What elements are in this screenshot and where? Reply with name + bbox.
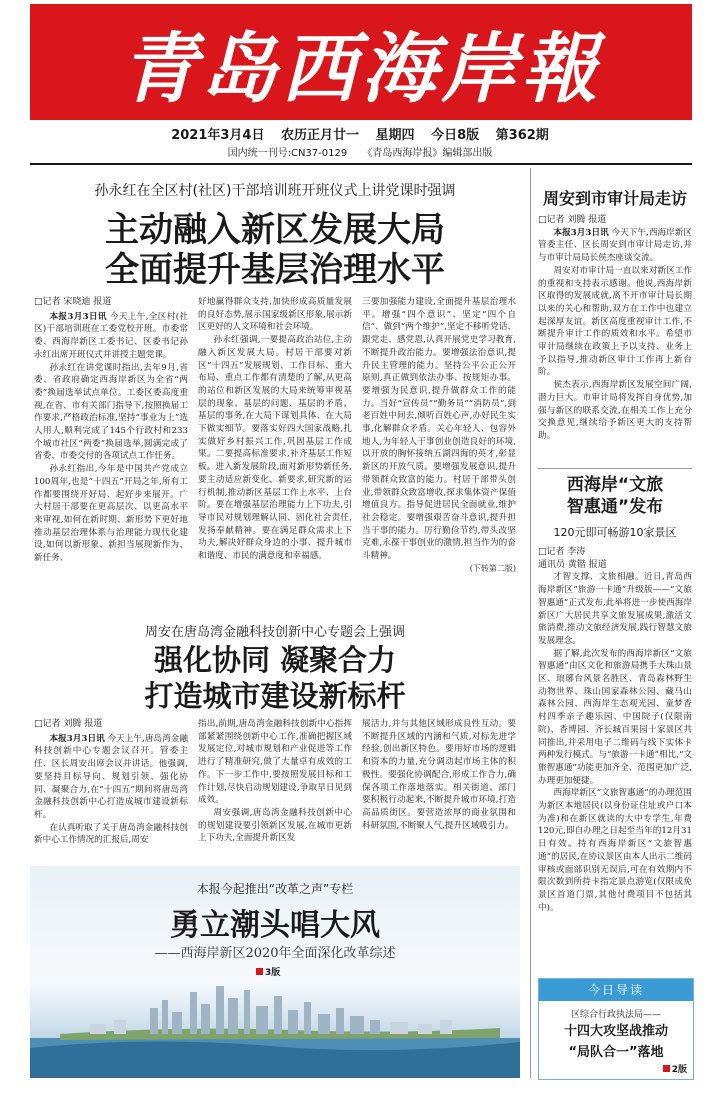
promo-title[interactable]: 勇立潮头唱大风 xyxy=(170,908,380,943)
paragraph: 本报3月3日讯 今天上午,唐岛湾金融科技创新中心专题会议召开。管委主任、区长周安出席会议并讲话。他强调,要坚持目标导向、规划引领、强化协同、凝聚合力,在“十四五”期间将唐岛湾金融科技创新中心打造成城市建设新标杆。 xyxy=(34,733,188,820)
right-story1-byline: □记者 刘腾 报道 xyxy=(538,215,607,225)
story1-col-3 xyxy=(362,296,516,612)
today-guide-box[interactable] xyxy=(538,978,694,1080)
paragraph: 本报3月3日讯 今天上午,全区村(社区)干部培训班在工委党校开班。市委常委、西海岸新区工委书记、区委书记孙永红出席开班仪式并讲授主题党课。 xyxy=(34,311,188,360)
dateline xyxy=(0,124,720,143)
paragraph: 才智支撑、文旅相融。近日,青岛西海岸新区“旅游一卡通”升级版——“文旅智惠通”正式发布,此举将进一步使西海岸新区广大居民共享文旅发展成果,激活文旅消费,推动文旅经济发展,践行智慧文旅发展理念。 xyxy=(538,572,692,646)
right-story2-body xyxy=(538,546,692,970)
story1-headline-1[interactable]: 主动融入新区发展大局 xyxy=(105,210,445,250)
story1-body xyxy=(34,296,516,612)
story2-col-2 xyxy=(198,718,352,862)
page-count: 今日8版 xyxy=(431,128,480,143)
story1-headline-2[interactable]: 全面提升基层治理水平 xyxy=(105,250,445,290)
today-guide-header: 今日导读 xyxy=(539,979,693,1001)
right-story2-headline-1[interactable]: 西海岸“文旅 xyxy=(566,475,664,495)
reform-promo-banner[interactable] xyxy=(30,866,520,1078)
column-divider xyxy=(530,168,531,1078)
paragraph: 好地赢得群众支持,加快形成高质量发展的良好态势,展示国家级新区形象,展示新区更好的人文环境和社会环境。 xyxy=(198,297,352,333)
story2-col-1 xyxy=(34,718,188,862)
paragraph: 孙永红指出,今年是中国共产党成立100周年,也是“十四五”开局之年,所有工作都要围绕开好局、起好步来展开。广大村居干部要在更高层次、以更高水平来审视,如何在新时期、新形势下更好地推动基层治理体系与治理能力现代化建设,如何以新形象、新担当展现新作为、新任务、 xyxy=(34,464,188,564)
masthead xyxy=(30,4,692,120)
story1-kicker: 孙永红在全区村(社区)干部培训班开班仪式上讲党课时强调 xyxy=(94,183,456,199)
promo-kicker: 本报今起推出“改革之声”专栏 xyxy=(196,882,354,896)
story1-byline: □记者 宋晓迪 报道 xyxy=(34,297,112,307)
today-guide-title-1[interactable]: 十四大攻坚战推动 xyxy=(563,1024,668,1039)
right-separator xyxy=(538,468,692,469)
red-square-icon xyxy=(663,1065,670,1072)
story2-col-3 xyxy=(362,718,516,862)
story2-body xyxy=(34,718,516,862)
right-story1-headline[interactable]: 周安到市审计局走访 xyxy=(542,189,687,208)
paragraph: 西海岸新区“文旅智惠通”的办理范围为新区本地居民(以身份证住址或户口本为准)和在新区就读的大中专学生,年费120元,即自办理之日起至当年的12月31日有效。持有西海岸新区“文旅智惠通”的居民,在协议景区由本人出示二维码审核或面部识别无误后,可在有效期内不限次数到所持卡指定景点游览(仅限成免景区首道门票,其他付费项目不包括其中)。 xyxy=(538,788,692,913)
paragraph: 本报3月3日讯 今天下午,西海岸新区管委主任、区长周安到市审计局走访,并与市审计局局长侯杰座谈交流。 xyxy=(538,227,692,264)
issue-info xyxy=(0,144,720,159)
paragraph: 孙永红在讲党课时指出,去年9月,省委、省政府确定西海岸新区为全省“两委”换届选举试点单位。工委区委高度重视,在省、市有关部门指导下,按照换届工作要求,严格政治标准,坚持“事业为上”选人用人,顺利完成了145个行政村和233个城市社区“两委”换届选举,圆满完成了省委、市委交付的各项试点工作任务。 xyxy=(34,362,188,462)
right-story2-subtitle: 120元即可畅游10家景区 xyxy=(553,526,677,539)
right-story1-body xyxy=(538,214,692,464)
lunar-date: 农历正月廿一 xyxy=(281,128,360,143)
story2-headline-1[interactable]: 强化协同 凝聚合力 xyxy=(153,643,397,677)
today-guide-kicker: 区综合行政执法局—— xyxy=(570,1010,661,1020)
paragraph: 在认真听取了关于唐岛湾金融科技创新中心工作情况的汇报后,周安 xyxy=(34,822,188,846)
masthead-title: 青岛西海岸報 xyxy=(121,23,601,113)
issue-number: 第362期 xyxy=(495,128,549,143)
paragraph: 指出,前期,唐岛湾金融科技创新中心指挥部紧紧围绕创新中心工作,准确把握区域发展定位,对城市规划和产业促进等工作进行了精准研究,做了大量卓有成效的工作。下一步工作中,要按照发展目标和工作计划,尽快启动规划建设,争取早日见到成效。 xyxy=(198,719,352,806)
paragraph: 展活力,并与其他区域形成良性互动。要不断提升区域的内涵和气质,对标先进学经验,创出新区特色。要用好市场的逻辑和资本的力量,充分调动起市场主体的积极性。要强化协调配合,形成工作合力,确保各项工作落地落实。相关街道、部门要积极行动起来,不断提升城市环境,打造高品质街区。要营造浓厚的商业氛围和科研氛围,不断聚人气,提升区域吸引力。 xyxy=(362,719,516,831)
top-divider xyxy=(30,163,692,165)
right-story2-headline-2[interactable]: 智惠通”发布 xyxy=(566,497,664,517)
story1-col-2 xyxy=(198,296,352,612)
city-skyline-image xyxy=(30,968,520,1078)
cn-number: 国内统一刊号:CN37-0129 xyxy=(227,148,348,159)
story1-col-1 xyxy=(34,296,188,612)
paragraph: 孙永红强调,一要提高政治站位,主动融入新区发展大局。村居干部要对新区“十四五”发展规划、工作目标、重大布局、重点工作都有清楚的了解,从更高的站位和新区发展的大局来统筹审视基层的现象、基层的问题、基层的矛盾、基层的事务,在大局下谋划具体、在大局下做实细节。要落实好四大国家战略,扎实做好乡村振兴工作,巩固基层工作成果。二要提高标准要求,补齐基层工作短板。进入新发展阶段,面对新形势新任务,要主动适应新变化、新要求,研究新的运行机制,推动新区基层工作上水平、上台阶。要在增强基层治理能力上下功夫,引导市民对规划理解认同、固化社会责任,发扬奉献精神。要在满足群众需求上下功夫,解决好群众身边的小事、提升城市和谐度、市民的满意度和幸福感。 xyxy=(198,335,352,562)
today-guide-title-2[interactable]: “局队合一”落地 xyxy=(568,1045,664,1060)
date: 2021年3月4日 xyxy=(171,128,265,143)
story2-headline-2[interactable]: 打造城市建设新标杆 xyxy=(144,679,406,713)
paragraph: 三要加强能力建设,全面提升基层治理水平。增强“四个意识”、坚定“四个自信”、做到“两个维护”,坚定不移听党话、跟党走、感党恩,认真开展党史学习教育,不断提升政治能力。要增强法治意识,提升民主管理的能力。坚持公平公正公开原则,真正做到依法办事、按规矩办事。要增强为民意识,提升做群众工作的能力。当好“宣传员”“勤务员”“消防员”,到老百姓中间去,倾听百姓心声,办好民生实事,化解群众矛盾。关心年轻人、包容外地人,为年轻人干事创业创造良好的环境,以开放的胸怀接纳五湖四海的英才,彰显新区的开放气质。要增强发展意识,提升带领群众致富的能力。村居干部带头创业,带领群众致富增收,探求集体资产保值增值良方。指导促进居民全面就业,维护社会稳定。要增强艰苦奋斗意识,提升担当干事的能力。厉行勤俭节约,带头改坚克难,永葆干事创业的激情,担当作为的奋斗精神。 xyxy=(362,297,516,562)
paragraph: 据了解,此次发布的西海岸新区“文旅智惠通”由区文化和旅游局携手大珠山景区、琅琊台风景名胜区、青岛森林野生动物世界、珠山国家森林公园、藏马山森林公园、西海岸生态观光园、童梦香村四季亲子趣乐园、中国院子(仅限南院)、香博园、齐长城百果园十家景区共同推出,并采用电子二维码与线下实体卡两种发行模式。与“旅游一卡通”相比,“文旅智惠通”功能更加齐全、范围更加广泛,办理更加便捷。 xyxy=(538,648,692,786)
promo-subtitle: ——西海岸新区2020年全面深化改革综述 xyxy=(154,946,396,961)
continued-note[interactable]: (下转第二版) xyxy=(469,563,516,573)
paragraph: 周安强调,唐岛湾金融科技创新中心的规划建设要引领新区发展,在城市更新上下功夫,全面提升新区发 xyxy=(198,807,352,844)
story2-byline: □记者 刘腾 报道 xyxy=(34,719,103,729)
story2-kicker: 周安在唐岛湾金融科技创新中心专题会上强调 xyxy=(144,625,405,640)
publisher: 《青岛西海岸报》编辑部出版 xyxy=(362,148,493,159)
paragraph: 周安对市审计局一直以来对新区工作的重视和支持表示感谢。他说,西海岸新区取得的发展成就,离不开市审计局长期以来的关心和帮助,双方在工作中也建立起深厚友谊。新区高度重视审计工作,不断提升审计工作的质效和水平。希望市审计局继续在政策上予以支持、业务上予以指导,推动新区审计工作再上新台阶。 xyxy=(538,265,692,378)
weekday: 星期四 xyxy=(375,128,415,143)
right-story2-byline-1: □记者 李涛 xyxy=(538,547,586,557)
today-guide-page-ref[interactable]: 2版 xyxy=(663,1062,687,1075)
paragraph: 侯杰表示,西海岸新区发展空间广阔,潜力巨大。市审计局将发挥自身优势,加强与新区的联系交流,在相关工作上充分交换意见,继续给予新区更大的支持帮助。 xyxy=(538,380,692,441)
right-story2-byline-2: 通讯员 黄锴 报道 xyxy=(538,559,607,570)
promo-page-ref[interactable]: 3版 xyxy=(256,965,280,978)
